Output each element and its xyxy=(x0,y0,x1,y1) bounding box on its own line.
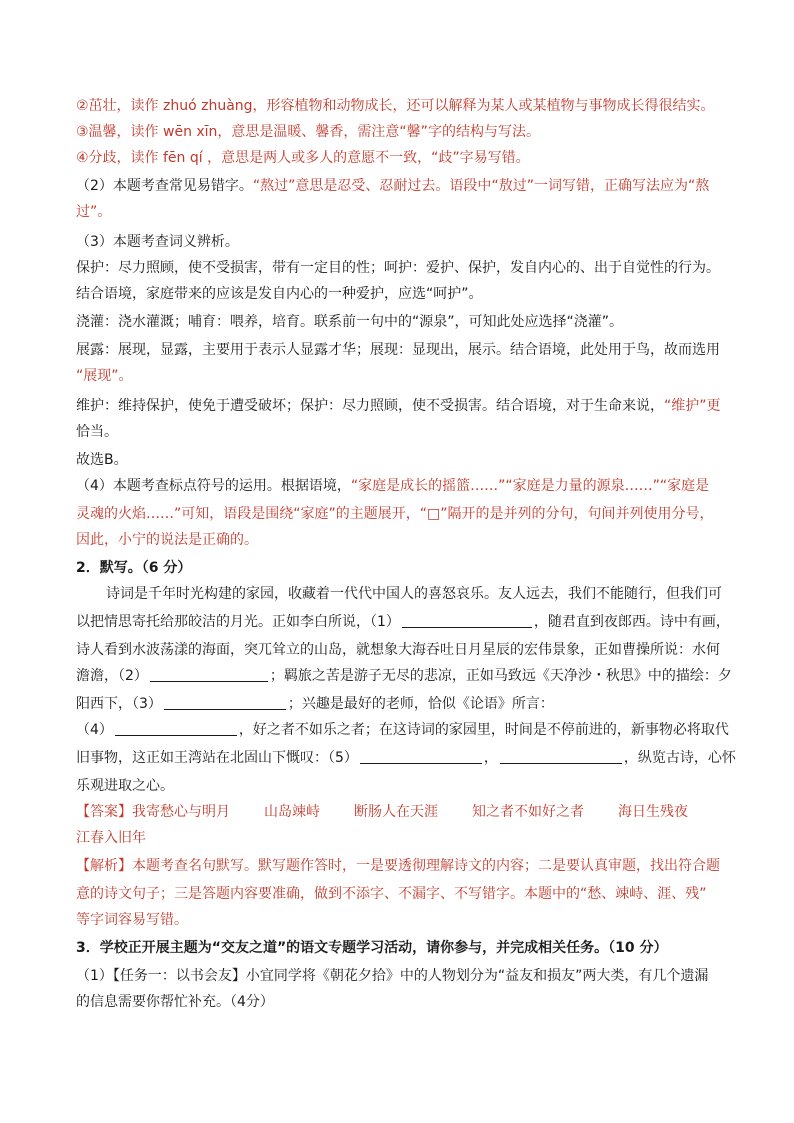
analysis-3-line-6-answer: “维护”更 xyxy=(664,398,721,414)
question-2-line-8: 乐观进取之心。 xyxy=(76,778,174,794)
analysis-3-line-3: 浇灌：浇水灌溉；哺育：喂养，培育。联系前一句中的“源泉”，可知此处应选择“浇灌”。 xyxy=(76,314,624,330)
question-2-line-4-b: ；羁旅之苦是游子无尽的悲凉，正如马致远《天净沙・秋思》中的描绘：夕 xyxy=(269,668,732,684)
answer-3: 断肠人在天涯 xyxy=(354,804,438,820)
pinyin-item-2: ②茁壮，读作 zhuó zhuàng，形容植物和动物成长，还可以解释为某人或某植物与事物成长得很结实。 xyxy=(76,98,715,114)
task-1-line-2: 的信息需要你帮忙补充。（4分） xyxy=(76,994,274,1010)
explanation-line-2: 意的诗文句子；三是答题内容要准确，做到不添字、不漏字、不写错字。本题中的“愁、竦峙、涯、残” xyxy=(76,886,707,902)
question-2-line-7 xyxy=(76,748,738,768)
analysis-4-line-2 xyxy=(76,504,738,524)
analysis-3-line-7: 恰当。 xyxy=(76,424,118,440)
question-2-line-2 xyxy=(76,612,738,632)
question-2-line-5 xyxy=(76,694,738,714)
question-2-line-1: 诗词是千年时光构建的家园，收藏着一代代中国人的喜怒哀乐。友人远去，我们不能随行，但我们可 xyxy=(106,586,722,602)
answer-label: 【答案】 xyxy=(76,804,132,820)
question-2-line-6-a: （4） xyxy=(76,722,113,738)
analysis-3-choice: 故选B。 xyxy=(76,452,128,468)
analysis-3-heading: （3）本题考查词义辨析。 xyxy=(76,234,239,250)
analysis-2-intro: （2）本题考查常见易错字。 xyxy=(76,178,253,194)
explanation-line-1 xyxy=(76,856,738,876)
question-2-line-3: 诗人看到水波荡漾的海面，突兀耸立的山岛，就想象大海吞吐日月星辰的宏伟景象，正如曹操所说：水何 xyxy=(76,642,720,658)
explanation-text-1: 本题考查名句默写。默写题作答时，一是要透彻理解诗文的内容；二是要认真审题，找出符合题 xyxy=(132,858,720,874)
answer-continued: 江春入旧年 xyxy=(76,830,146,846)
analysis-2-line-1 xyxy=(76,176,738,196)
blank-3[interactable] xyxy=(164,695,286,710)
analysis-4-line-1 xyxy=(76,476,738,496)
explanation-label: 【解析】 xyxy=(76,858,132,874)
analysis-2-line-2: 过”。 xyxy=(76,204,112,220)
answer-1: 我寄愁心与明月 xyxy=(132,804,230,820)
analysis-3-line-1: 保护：尽力照顾，使不受损害，带有一定目的性；呵护：爱护、保护，发自内心的、出于自觉性的行为。 xyxy=(76,260,720,276)
analysis-4-quote: “家庭是成长的摇篮……”“家庭是力量的源泉……”“家庭是 xyxy=(350,478,710,494)
analysis-3-line-6 xyxy=(76,396,738,416)
question-2-line-4-a: 澹澹，（2） xyxy=(76,668,148,684)
answer-5: 海日生残夜 xyxy=(618,804,688,820)
blank-4[interactable] xyxy=(115,721,237,736)
question-2-line-4 xyxy=(76,666,738,686)
question-2-line-6 xyxy=(76,720,738,740)
question-2-line-6-b: ，好之者不如乐之者；在这诗词的家园里，时间是不停前进的，新事物必将取代 xyxy=(238,722,729,738)
question-2-line-5-b: ；兴趣是最好的老师，恰似《论语》所言： xyxy=(287,696,554,712)
analysis-4-quote-end: 灵魂的火焰……”可知，语段是围绕 xyxy=(76,506,294,522)
question-2-line-5-a: 阳西下，（3） xyxy=(76,696,162,712)
blank-1[interactable] xyxy=(402,613,532,628)
question-3-title: 3．学校正开展主题为“交友之道”的语文专题学习活动，请你参与，并完成相关任务。（10 分） xyxy=(76,940,668,956)
analysis-3-line-5: “展现”。 xyxy=(76,368,133,384)
analysis-3-line-6-text: 维护：维持保护，使免于遭受破坏；保护：尽力照顾，使不受损害。结合语境，对于生命来说， xyxy=(76,398,664,414)
answer-2: 山岛竦峙 xyxy=(264,804,320,820)
analysis-2-error: “敖过”一词写错，正确写法应为“熬 xyxy=(491,178,710,194)
question-2-line-2-a: 以把情思寄托给那皎洁的月光。正如李白所说，（1） xyxy=(76,614,400,630)
explanation-line-3: 等字词容易写错。 xyxy=(76,912,188,928)
blank-2[interactable] xyxy=(150,667,268,682)
analysis-3-line-2: 结合语境，家庭带来的应该是发自内心的一种爱护，应选“呵护”。 xyxy=(76,286,483,302)
analysis-4-conclusion: “家庭”的主题展开，“□”隔开的是并列的分句，句间并列使用分号， xyxy=(293,506,714,522)
blank-5a[interactable] xyxy=(360,749,482,764)
pinyin-item-4 xyxy=(76,148,738,168)
analysis-2-meaning: “熬过”意思是忍受、忍耐过去。语段中 xyxy=(252,178,492,194)
question-2-line-7-comma: ， xyxy=(483,750,498,766)
task-1-line-1: （1）【任务一：以书会友】小宜同学将《朝花夕拾》中的人物划分为“益友和损友”两大类，有几个遗漏 xyxy=(76,968,709,984)
question-2-line-2-b: ，随君直到夜郎西。诗中有画， xyxy=(533,614,730,630)
pinyin-item-4-note: “歧”字易写错。 xyxy=(431,150,530,166)
answer-4: 知之者不如好之者 xyxy=(472,804,584,820)
pinyin-item-4-text: ④分歧，读作 fēn qí ，意思是两人或多人的意愿不一致， xyxy=(76,150,432,166)
answer-line xyxy=(76,802,738,822)
analysis-4-line-3: 因此，小宁的说法是正确的。 xyxy=(76,532,258,548)
question-2-line-7-a: 旧事物，这正如王湾站在北固山下慨叹：（5） xyxy=(76,750,358,766)
blank-5b[interactable] xyxy=(500,749,622,764)
question-2-line-7-b: ，纵览古诗，心怀 xyxy=(623,750,736,766)
question-2-title: 2．默写。（6 分） xyxy=(76,560,192,576)
analysis-3-line-4: 展露：展现，显露，主要用于表示人显露才华；展现：显现出，展示。结合语境，此处用于鸟，故而选用 xyxy=(76,342,720,358)
pinyin-item-3: ③温馨，读作 wēn xīn，意思是温暖、馨香，需注意“馨”字的结构与写法。 xyxy=(76,124,540,140)
analysis-4-intro: （4）本题考查标点符号的运用。根据语境， xyxy=(76,478,351,494)
